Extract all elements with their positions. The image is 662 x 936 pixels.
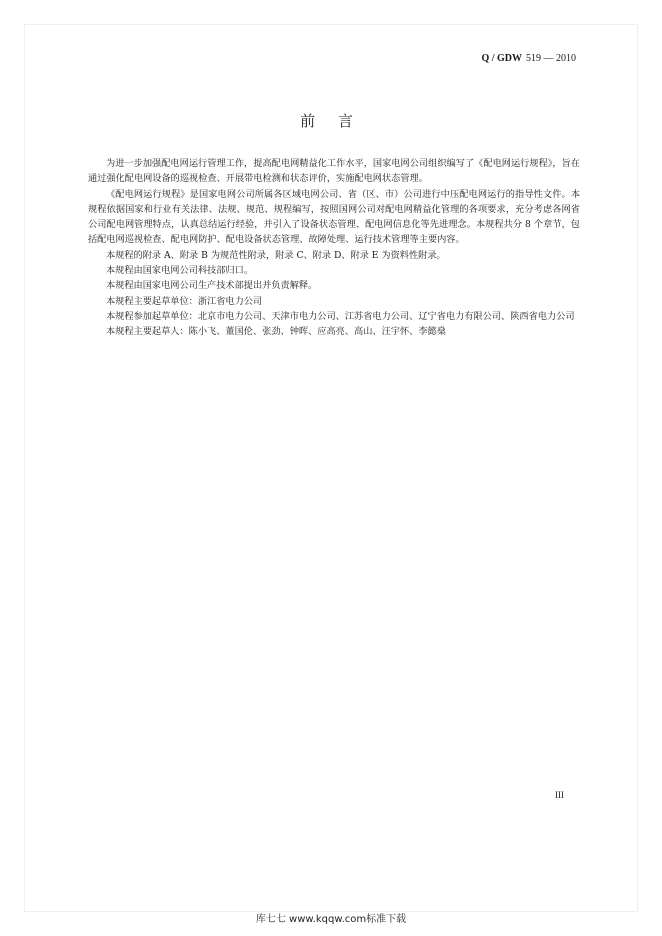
document-code-number: 519 — 2010 <box>526 53 576 64</box>
paragraph-administrator: 本规程由国家电网公司科技部归口。 <box>106 265 253 277</box>
paragraph-participating-drafters: 本规程参加起草单位：北京市电力公司、天津市电力公司、江苏省电力公司、辽宁省电力有限公司、陕西省电力公司 <box>106 310 575 322</box>
paragraph-purpose: 为进一步加强配电网运行管理工作，提高配电网精益化工作水平，国家电网公司组织编写了《配电网运行规程》，旨在通过强化配电网设备的巡视检查、开展带电检测和状态评价，实施配电网状态管理。 <box>88 158 580 185</box>
page-title: 前 言 <box>300 112 362 130</box>
document-code-prefix: Q / GDW <box>481 53 522 64</box>
document-code <box>481 53 576 64</box>
download-watermark: 库七七 www.kqqw.com标准下载 <box>255 914 407 925</box>
page-number: III <box>555 790 564 800</box>
paragraph-main-drafter: 本规程主要起草单位：浙江省电力公司 <box>106 295 263 307</box>
foreword-body <box>88 156 580 340</box>
paragraph-drafters: 本规程主要起草人：陈小飞、董国伦、张劲、钟晖、应高亮、高山、汪宇怀、李懿燊 <box>106 326 446 338</box>
paragraph-interpreter: 本规程由国家电网公司生产技术部提出并负责解释。 <box>106 280 318 292</box>
paragraph-appendices: 本规程的附录 A、附录 B 为规范性附录，附录 C、附录 D、附录 E 为资料性附录。 <box>106 249 446 261</box>
paragraph-scope: 《配电网运行规程》是国家电网公司所属各区域电网公司、省（区、市）公司进行中压配电网运行的指导性文件。本规程依据国家和行业有关法律、法规、规范、规程编写，按照国网公司对配电网精益化管理的各项要求，充分考虑各网省公司配电网管理特点，认真总结运行经验，并引入了设备状态管理、配电网信息化等先进理念。本规程共分 8 个章节，包括配电网巡视检查、配电网防护、配电设备状态管理、故障处理、运行技术管理等主要内容。 <box>88 188 580 246</box>
